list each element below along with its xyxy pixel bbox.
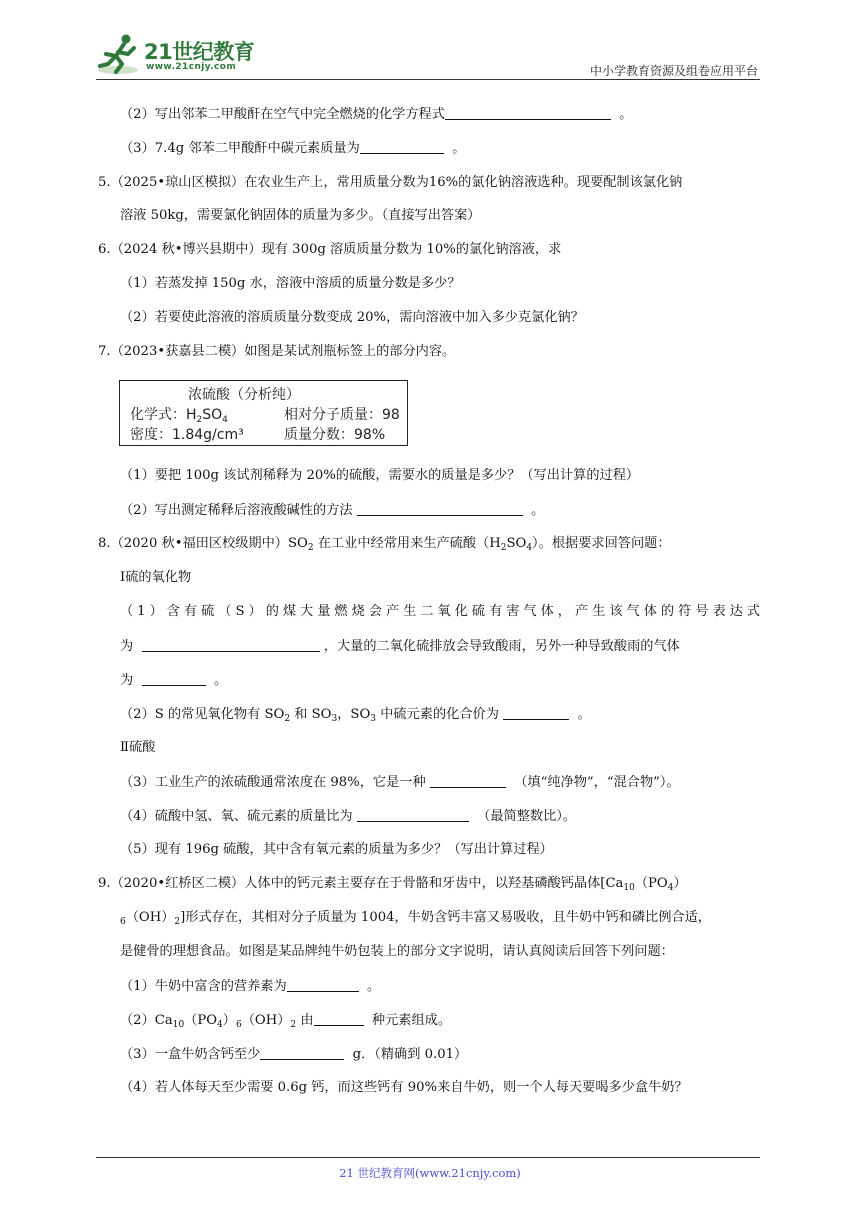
q7-part2: （2）写出测定稀释后溶液酸碱性的方法 。 xyxy=(120,503,545,518)
q5-stem: 5.（2025•琼山区模拟）在农业生产上，常用质量分数为16%的氯化钠溶液选种。现要配制该氯化钠 xyxy=(98,175,683,190)
q8-section1-heading: Ⅰ硫的氧化物 xyxy=(120,570,192,585)
label-molar-mass: 相对分子质量：98 xyxy=(284,407,400,423)
q6-part2: （2）若要使此溶液的溶质质量分数变成 20%，需向溶液中加入多少克氯化钠？ xyxy=(120,310,584,325)
answer-blank[interactable] xyxy=(445,105,611,120)
q8-part4: （4）硫酸中氢、氧、硫元素的质量比为 （最简整数比）。 xyxy=(120,809,577,824)
reagent-label-image xyxy=(119,380,408,446)
q9-part3: （3）一盒牛奶含钙至少 g．（精确到 0.01） xyxy=(120,1047,468,1062)
runner-logo-icon xyxy=(96,32,144,76)
footer-divider xyxy=(96,1157,760,1158)
q8-section2-heading: Ⅱ硫酸 xyxy=(120,740,156,755)
page-footer[interactable]: 21 世纪教育网(www.21cnjy.com) xyxy=(339,1166,521,1180)
q8-part5: （5）现有 196g 硫酸，其中含有氧元素的质量为多少？（写出计算过程） xyxy=(120,842,553,857)
answer-blank[interactable] xyxy=(360,139,444,154)
q9-stem: 9.（2020•红桥区二模）人体中的钙元素主要存在于骨骼和牙齿中，以羟基磷酸钙晶体[$Ca_{10}(PO_4)$ xyxy=(98,876,687,893)
q9-part2: $(2)Ca_{10}(PO_4)_6(OH)_2$ 由 种元素组成。 xyxy=(120,1013,452,1030)
q9-stem-cont: $_6(OH)_2$]形式存在，其相对分子质量为 1004，牛奶含钙丰富又易吸收，且牛奶中钙和磷比例合适， xyxy=(120,910,711,927)
answer-blank[interactable] xyxy=(260,1045,344,1060)
site-logo xyxy=(96,32,266,78)
q7-stem: 7.（2023•获嘉县二模）如图是某试剂瓶标签上的部分内容。 xyxy=(98,344,456,359)
answer-blank[interactable] xyxy=(142,671,206,686)
q8-part2: （2）S 的常见氧化物有 $SO_2$ 和 $SO_3$，$SO_3$ 中硫元素的化合价为 。 xyxy=(120,707,591,724)
q4-part2: （2）写出邻苯二甲酸酐在空气中完全燃烧的化学方程式 。 xyxy=(120,107,633,122)
q6-part1: （1）若蒸发掉 150g 水，溶液中溶质的质量分数是多少？ xyxy=(120,276,461,291)
q4-part3: （3）7.4g 邻苯二甲酸酐中碳元素质量为 。 xyxy=(120,141,466,156)
q8-part1-cont: 为 ，大量的二氧化硫排放会导致酸雨，另外一种导致酸雨的气体 xyxy=(120,639,680,654)
answer-blank[interactable] xyxy=(314,1011,364,1026)
logo-url: www.21cnjy.com xyxy=(146,62,237,72)
answer-blank[interactable] xyxy=(430,773,506,788)
answer-blank[interactable] xyxy=(503,705,569,720)
q8-stem: 8.（2020 秋•福田区校级期中）$SO_2$ 在工业中经常用来生产硫酸$(H_2SO_4)$。根据要求回答问题： xyxy=(98,536,671,553)
q9-part4: （4）若人体每天至少需要 0.6g 钙，而这些钙有 90%来自牛奶，则一个人每天要喝多少盒牛奶？ xyxy=(120,1080,688,1095)
platform-name: 中小学教育资源及组卷应用平台 xyxy=(589,64,758,78)
answer-blank[interactable] xyxy=(357,501,523,516)
answer-blank[interactable] xyxy=(357,807,469,822)
label-mass-fraction: 质量分数：98% xyxy=(284,427,386,443)
q8-part1-cont2: 为 。 xyxy=(120,673,228,688)
q7-part1: （1）要把 100g 该试剂稀释为 20%的硫酸，需要水的质量是多少？（写出计算的过程） xyxy=(120,468,640,483)
label-formula: 化学式：$H_2SO_4$ xyxy=(130,407,228,425)
label-density: 密度：1.84g/cm³ xyxy=(130,427,244,443)
answer-blank[interactable] xyxy=(142,637,320,652)
q9-part1: （1）牛奶中富含的营养素为 。 xyxy=(120,979,381,994)
header-divider xyxy=(96,79,760,80)
q5-stem-cont: 溶液 50kg，需要氯化钠固体的质量为多少。（直接写出答案） xyxy=(120,208,481,223)
logo-title: 21世纪教育 xyxy=(144,40,255,64)
q8-part1: （1）含有硫（S）的煤大量燃烧会产生二氧化硫有害气体，产生该气体的符号表达式 xyxy=(120,604,760,619)
q8-part3: （3）工业生产的浓硫酸通常浓度在 98%，它是一种 （填“纯净物”，“混合物”）。 xyxy=(120,775,680,790)
answer-blank[interactable] xyxy=(287,977,359,992)
q6-stem: 6.（2024 秋•博兴县期中）现有 300g 溶质质量分数为 10%的氯化钠溶液，求 xyxy=(98,242,562,257)
page-header xyxy=(96,32,760,82)
q9-stem-cont2: 是健骨的理想食品。如图是某品牌纯牛奶包装上的部分文字说明，请认真阅读后回答下列问题： xyxy=(120,944,674,959)
label-title: 浓硫酸（分析纯） xyxy=(188,387,300,403)
